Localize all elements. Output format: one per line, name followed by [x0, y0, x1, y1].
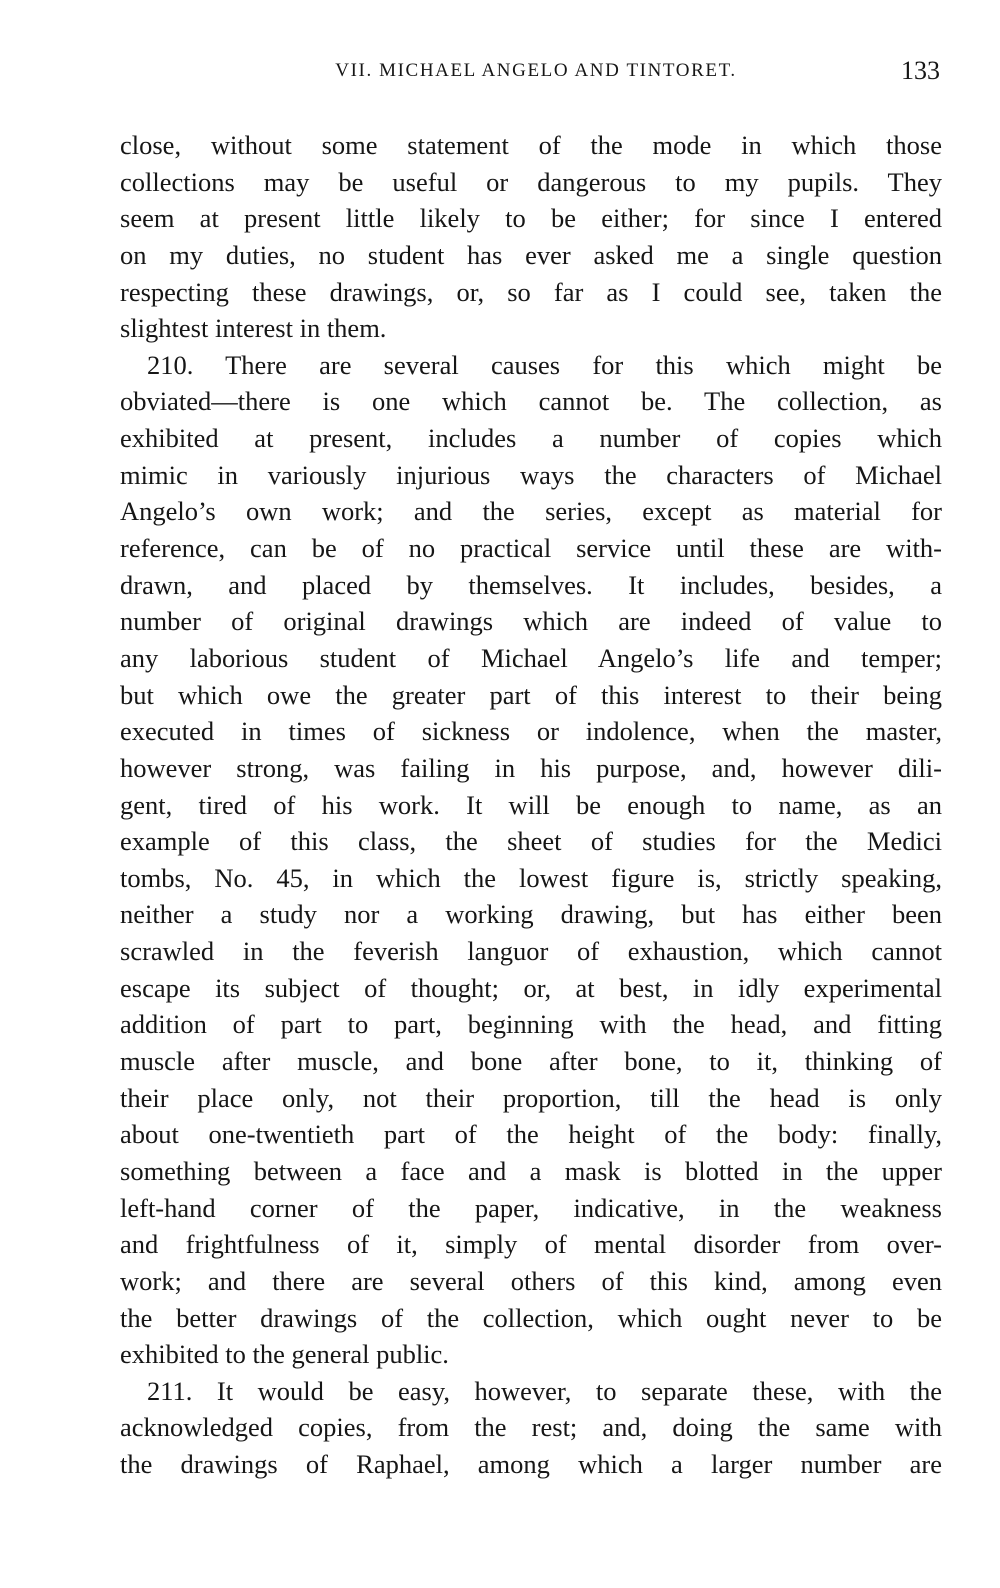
text-line: executed in times of sickness or indolence, when the master, [120, 716, 942, 747]
running-head [120, 56, 942, 90]
text-line: left-hand corner of the paper, indicative, in the weakness [120, 1192, 942, 1223]
text-line: neither a study nor a working drawing, but has either been [120, 899, 942, 930]
text-line: about one-twentieth part of the height of the body: finally, [120, 1119, 942, 1150]
body-text [120, 127, 942, 1483]
text-line: and frightfulness of it, simply of mental disorder from over- [120, 1229, 942, 1260]
text-line: Angelo’s own work; and the series, except as material for [120, 496, 942, 527]
text-line: collections may be useful or dangerous to my pupils. They [120, 166, 942, 197]
text-line: scrawled in the feverish languor of exhaustion, which cannot [120, 936, 942, 967]
text-line: acknowledged copies, from the rest; and, doing the same with [120, 1412, 942, 1443]
text-line: their place only, not their proportion, till the head is only [120, 1082, 942, 1113]
paragraph-start-line: 211. It would be easy, however, to separate these, with the [147, 1375, 942, 1406]
text-line: slightest interest in them. [120, 313, 387, 344]
text-line: any laborious student of Michael Angelo’s life and temper; [120, 642, 942, 673]
text-line: close, without some statement of the mode in which those [120, 130, 942, 160]
paragraph-start-line: 210. There are several causes for this which might be [147, 349, 942, 380]
text-line: something between a face and a mask is blotted in the upper [120, 1155, 942, 1186]
text-line: reference, can be of no practical service until these are with- [120, 533, 942, 564]
text-line: number of original drawings which are indeed of value to [120, 606, 942, 637]
text-line: work; and there are several others of this kind, among even [120, 1265, 942, 1296]
text-line: muscle after muscle, and bone after bone, to it, thinking of [120, 1046, 942, 1077]
text-line: respecting these drawings, or, so far as I could see, taken the [120, 276, 942, 307]
text-line: addition of part to part, beginning with the head, and fitting [120, 1009, 942, 1040]
text-line: on my duties, no student has ever asked me a single question [120, 239, 942, 270]
text-line: gent, tired of his work. It will be enough to name, as an [120, 789, 942, 820]
text-line: obviated—there is one which cannot be. The collection, as [120, 386, 942, 417]
text-line: example of this class, the sheet of studies for the Medici [120, 826, 942, 857]
text-line: exhibited to the general public. [120, 1339, 449, 1370]
text-line: mimic in variously injurious ways the characters of Michael [120, 459, 942, 490]
text-line: but which owe the greater part of this interest to their being [120, 679, 942, 710]
text-line: escape its subject of thought; or, at best, in idly experimental [120, 972, 942, 1003]
text-line: however strong, was failing in his purpose, and, however dili- [120, 752, 942, 783]
text-line: tombs, No. 45, in which the lowest figure is, strictly speaking, [120, 862, 942, 893]
text-line: the better drawings of the collection, which ought never to be [120, 1302, 942, 1333]
page-number: 133 [901, 56, 940, 85]
running-title: VII. MICHAEL ANGELO AND TINTORET. [335, 60, 737, 81]
text-line: drawn, and placed by themselves. It includes, besides, a [120, 569, 942, 600]
text-line: seem at present little likely to be either; for since I entered [120, 203, 942, 234]
text-line: the drawings of Raphael, among which a larger number are [120, 1449, 942, 1480]
text-line: exhibited at present, includes a number of copies which [120, 423, 942, 454]
